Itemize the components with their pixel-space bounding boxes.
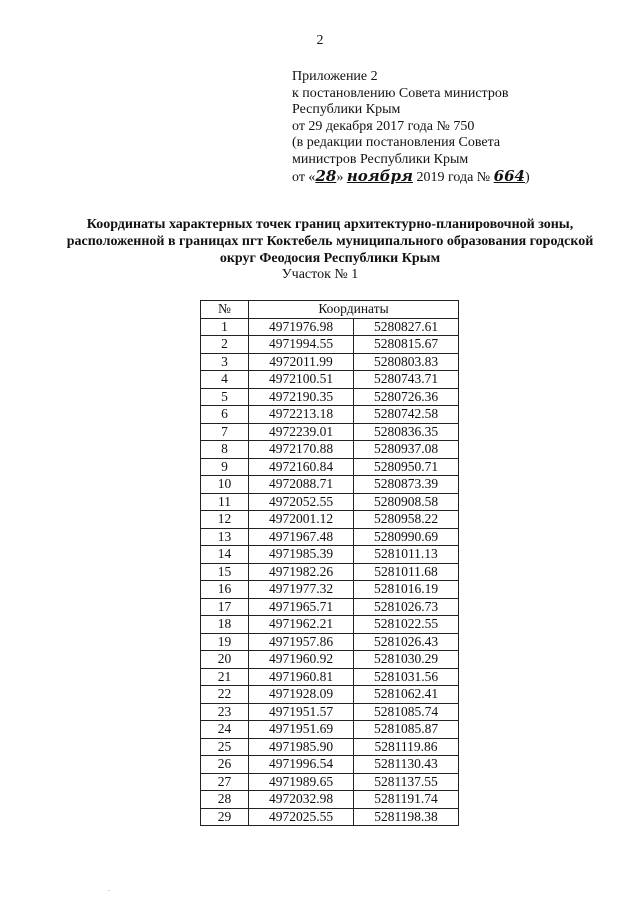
coordinate-x: 4971985.39 <box>249 546 354 564</box>
table-row <box>201 476 459 494</box>
row-number: 24 <box>201 721 249 739</box>
row-number: 3 <box>201 353 249 371</box>
row-number: 13 <box>201 528 249 546</box>
coordinate-y: 5281062.41 <box>354 686 459 704</box>
header-coordinates: Координаты <box>249 301 459 319</box>
header-number: № <box>201 301 249 319</box>
table-row <box>201 371 459 389</box>
coordinate-x: 4972052.55 <box>249 493 354 511</box>
coordinate-x: 4972160.84 <box>249 458 354 476</box>
coordinate-y: 5280937.08 <box>354 441 459 459</box>
table-row <box>201 616 459 634</box>
coordinate-y: 5281011.13 <box>354 546 459 564</box>
row-number: 27 <box>201 773 249 791</box>
row-number: 25 <box>201 738 249 756</box>
table-row <box>201 511 459 529</box>
table-row <box>201 773 459 791</box>
coordinate-x: 4972100.51 <box>249 371 354 389</box>
row-number: 21 <box>201 668 249 686</box>
table-row <box>201 686 459 704</box>
date-separator: » <box>336 170 347 185</box>
coordinate-x: 4972011.99 <box>249 353 354 371</box>
appendix-line: Республики Крым <box>292 102 401 117</box>
coordinate-x: 4972032.98 <box>249 791 354 809</box>
row-number: 12 <box>201 511 249 529</box>
row-number: 19 <box>201 633 249 651</box>
table-row <box>201 651 459 669</box>
row-number: 14 <box>201 546 249 564</box>
table-row <box>201 388 459 406</box>
row-number: 2 <box>201 336 249 354</box>
appendix-line: Приложение 2 <box>292 69 378 84</box>
coordinate-y: 5281016.19 <box>354 581 459 599</box>
coordinate-x: 4971994.55 <box>249 336 354 354</box>
row-number: 11 <box>201 493 249 511</box>
coordinate-x: 4971951.69 <box>249 721 354 739</box>
table-row <box>201 668 459 686</box>
coordinate-y: 5280743.71 <box>354 371 459 389</box>
row-number: 8 <box>201 441 249 459</box>
date-year: 2019 года № <box>412 170 494 185</box>
coordinate-x: 4971967.48 <box>249 528 354 546</box>
coordinate-y: 5280950.71 <box>354 458 459 476</box>
coordinate-y: 5281119.86 <box>354 738 459 756</box>
row-number: 1 <box>201 318 249 336</box>
coordinate-y: 5280827.61 <box>354 318 459 336</box>
coordinate-x: 4972001.12 <box>249 511 354 529</box>
coordinate-y: 5281085.74 <box>354 703 459 721</box>
row-number: 4 <box>201 371 249 389</box>
row-number: 16 <box>201 581 249 599</box>
row-number: 18 <box>201 616 249 634</box>
coordinate-x: 4971951.57 <box>249 703 354 721</box>
row-number: 10 <box>201 476 249 494</box>
coordinate-x: 4972239.01 <box>249 423 354 441</box>
row-number: 9 <box>201 458 249 476</box>
table-row <box>201 791 459 809</box>
coordinate-y: 5281026.73 <box>354 598 459 616</box>
coordinate-x: 4971977.32 <box>249 581 354 599</box>
coordinate-x: 4971976.98 <box>249 318 354 336</box>
row-number: 5 <box>201 388 249 406</box>
table-row <box>201 336 459 354</box>
date-prefix: от « <box>292 170 316 185</box>
coordinate-x: 4971982.26 <box>249 563 354 581</box>
coordinate-x: 4972190.35 <box>249 388 354 406</box>
coordinate-x: 4971985.90 <box>249 738 354 756</box>
coordinate-x: 4971965.71 <box>249 598 354 616</box>
table-row <box>201 738 459 756</box>
table-row <box>201 406 459 424</box>
coordinate-x: 4971962.21 <box>249 616 354 634</box>
coordinate-y: 5281191.74 <box>354 791 459 809</box>
appendix-line: (в редакции постановления Совета <box>292 135 501 150</box>
row-number: 22 <box>201 686 249 704</box>
table-header-row <box>201 301 459 319</box>
appendix-line: министров Республики Крым <box>292 151 469 167</box>
date-suffix: ) <box>524 170 530 185</box>
coordinate-x: 4971960.92 <box>249 651 354 669</box>
table-row <box>201 546 459 564</box>
table-row <box>201 721 459 739</box>
table-row <box>201 633 459 651</box>
coordinate-x: 4971960.81 <box>249 668 354 686</box>
coordinate-y: 5280873.39 <box>354 476 459 494</box>
section-subheading: Участок № 1 <box>281 267 359 282</box>
table-body <box>201 318 459 826</box>
appendix-block <box>292 69 530 187</box>
coordinate-y: 5280990.69 <box>354 528 459 546</box>
table-row <box>201 563 459 581</box>
coordinate-y: 5281085.87 <box>354 721 459 739</box>
appendix-line: к постановлению Совета министров <box>292 85 509 101</box>
page-number: 2 <box>316 33 324 48</box>
coordinate-y: 5280815.67 <box>354 336 459 354</box>
coordinate-y: 5281030.29 <box>354 651 459 669</box>
table-row <box>201 441 459 459</box>
coordinate-x: 4971928.09 <box>249 686 354 704</box>
coordinate-y: 5281031.56 <box>354 668 459 686</box>
handwritten-day: 28 <box>315 167 337 185</box>
coordinate-y: 5280836.35 <box>354 423 459 441</box>
coordinate-y: 5280726.36 <box>354 388 459 406</box>
appendix-date-line <box>292 168 530 187</box>
table-row <box>201 318 459 336</box>
coordinate-x: 4972025.55 <box>249 808 354 826</box>
coordinate-y: 5281130.43 <box>354 756 459 774</box>
coordinate-y: 5281026.43 <box>354 633 459 651</box>
coordinate-y: 5281022.55 <box>354 616 459 634</box>
appendix-line: от 29 декабря 2017 года № 750 <box>292 118 475 134</box>
row-number: 20 <box>201 651 249 669</box>
table-row <box>201 528 459 546</box>
document-heading: Координаты характерных точек границ архитектурно-планировочной зоны, расположенной в границах пгт Коктебель муниципального образования городской округ Феодосия Республики Крым <box>66 217 594 266</box>
table-row <box>201 808 459 826</box>
coordinate-x: 4972170.88 <box>249 441 354 459</box>
row-number: 23 <box>201 703 249 721</box>
handwritten-month: ноября <box>346 167 413 185</box>
table-row <box>201 756 459 774</box>
row-number: 15 <box>201 563 249 581</box>
coordinate-y: 5280958.22 <box>354 511 459 529</box>
row-number: 29 <box>201 808 249 826</box>
coordinate-x: 4972088.71 <box>249 476 354 494</box>
table-row <box>201 598 459 616</box>
table-row <box>201 458 459 476</box>
row-number: 7 <box>201 423 249 441</box>
table-row <box>201 423 459 441</box>
table-row <box>201 493 459 511</box>
table-row <box>201 353 459 371</box>
coordinate-y: 5280742.58 <box>354 406 459 424</box>
row-number: 26 <box>201 756 249 774</box>
row-number: 6 <box>201 406 249 424</box>
coordinate-x: 4971996.54 <box>249 756 354 774</box>
coordinate-x: 4971989.65 <box>249 773 354 791</box>
coordinate-y: 5281137.55 <box>354 773 459 791</box>
coordinates-table <box>200 300 459 826</box>
table-row <box>201 703 459 721</box>
coordinate-y: 5280908.58 <box>354 493 459 511</box>
coordinate-x: 4971957.86 <box>249 633 354 651</box>
row-number: 17 <box>201 598 249 616</box>
row-number: 28 <box>201 791 249 809</box>
coordinate-y: 5281011.68 <box>354 563 459 581</box>
coordinate-y: 5280803.83 <box>354 353 459 371</box>
handwritten-number: 664 <box>493 167 525 185</box>
table-row <box>201 581 459 599</box>
coordinate-y: 5281198.38 <box>354 808 459 826</box>
scan-mark: . <box>108 884 110 893</box>
coordinate-x: 4972213.18 <box>249 406 354 424</box>
